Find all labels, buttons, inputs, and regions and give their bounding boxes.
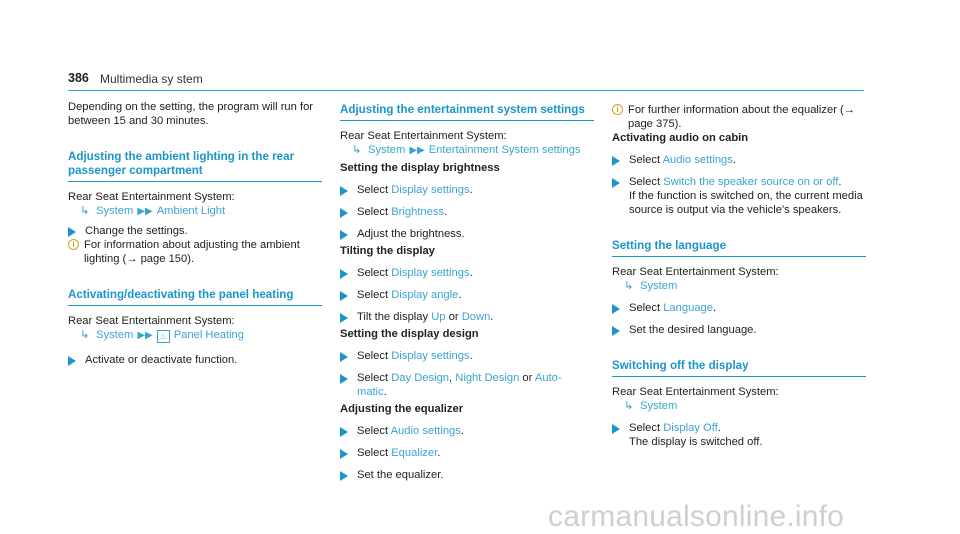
path-intro: Rear Seat Entertainment System: <box>68 191 235 203</box>
info-icon: i <box>68 239 79 250</box>
subheading-display-design: Setting the display design <box>340 328 479 340</box>
step-bullet-icon <box>612 156 620 166</box>
step: Select Display settings. <box>340 266 594 280</box>
step: Select Display settings. <box>340 183 594 197</box>
option-equalizer[interactable]: Equalizer <box>391 447 438 459</box>
option-day-design[interactable]: Day Design <box>391 372 450 384</box>
step-note: The display is switched off. <box>629 436 763 448</box>
page-header <box>68 70 864 91</box>
step-bullet-icon <box>612 178 620 188</box>
step-bullet-icon <box>68 356 76 366</box>
step-bullet-icon <box>612 304 620 314</box>
option-speaker-source[interactable]: Switch the speaker source on or off <box>663 176 839 188</box>
option-display-settings[interactable]: Display settings <box>391 184 470 196</box>
step: Select Equalizer. <box>340 446 594 460</box>
menu-item-system[interactable]: System <box>640 400 678 412</box>
menu-path <box>352 143 594 158</box>
menu-item-system[interactable]: System <box>96 329 134 341</box>
heading-ambient-lighting: Adjusting the ambient lighting in the rear passenger compartment <box>68 150 322 182</box>
option-audio-settings[interactable]: Audio settings <box>390 425 461 437</box>
menu-arrow-icon: ↳ <box>80 329 90 341</box>
step-bullet-icon <box>340 291 348 301</box>
step-bullet-icon <box>340 208 348 218</box>
step: Select Brightness. <box>340 205 594 219</box>
subheading-audio-cabin: Activating audio on cabin <box>612 132 749 144</box>
menu-item-entertainment-settings[interactable]: Entertainment System settings <box>428 144 581 156</box>
double-chevron-icon: ▶▶ <box>137 330 153 341</box>
step: Select Display settings. <box>340 349 594 363</box>
step: Select Display Off. The display is switched off. <box>612 421 866 449</box>
step-bullet-icon <box>340 374 348 384</box>
step-bullet-icon <box>340 269 348 279</box>
step-bullet-icon <box>340 449 348 459</box>
path-intro: Rear Seat Entertainment System: <box>68 315 235 327</box>
step: Set the desired language. <box>612 323 866 337</box>
step-bullet-icon <box>340 313 348 323</box>
subheading-brightness: Setting the display brightness <box>340 162 500 174</box>
option-up[interactable]: Up <box>431 311 446 323</box>
double-chevron-icon: ▶▶ <box>137 206 153 217</box>
menu-item-system[interactable]: System <box>640 280 678 292</box>
step: Activate or deactivate function. <box>68 353 322 367</box>
step-bullet-icon <box>340 230 348 240</box>
subheading-equalizer: Adjusting the equalizer <box>340 403 464 415</box>
menu-item-panel-heating[interactable]: Panel Heating <box>173 329 244 341</box>
menu-item-system[interactable]: System <box>368 144 406 156</box>
info-note: i For information about adjusting the ambient lighting (→ page 150). <box>68 238 322 266</box>
menu-arrow-icon: ↳ <box>624 400 634 412</box>
option-display-off[interactable]: Display Off <box>663 422 718 434</box>
seat-heating-icon: ♨ <box>157 330 170 343</box>
step-note: If the function is switched on, the current media source is output via the vehicle's speakers. <box>629 190 863 216</box>
info-note: i For further information about the equalizer (→ page 375). <box>612 103 866 131</box>
option-brightness[interactable]: Brightness <box>391 206 445 218</box>
option-automatic[interactable]: Auto- matic <box>357 372 562 398</box>
step: Set the equalizer. <box>340 468 594 482</box>
watermark: carmanualsonline.info <box>548 500 845 533</box>
option-language[interactable]: Language <box>663 302 713 314</box>
step: Select Audio settings. <box>340 424 594 438</box>
step: Select Audio settings. <box>612 153 866 167</box>
path-intro: Rear Seat Entertainment System: <box>612 266 779 278</box>
option-night-design[interactable]: Night Design <box>455 372 520 384</box>
heading-display-off: Switching off the display <box>612 359 866 377</box>
step: Select Day Design, Night Design or Auto- matic. <box>340 371 594 399</box>
heading-entertainment-settings: Adjusting the entertainment system settings <box>340 103 594 121</box>
column-1 <box>68 100 322 367</box>
option-display-settings[interactable]: Display settings <box>391 350 470 362</box>
menu-arrow-icon: ↳ <box>624 280 634 292</box>
step: Select Switch the speaker source on or off. If the function is switched on, the current media source is output via the vehicle's speakers. <box>612 175 866 217</box>
step-bullet-icon <box>340 471 348 481</box>
menu-item-system[interactable]: System <box>96 205 134 217</box>
step: Select Language. <box>612 301 866 315</box>
menu-path <box>624 399 866 413</box>
heading-language: Setting the language <box>612 239 866 257</box>
step-bullet-icon <box>68 227 76 237</box>
step: Adjust the brightness. <box>340 227 594 241</box>
menu-arrow-icon: ↳ <box>352 144 362 156</box>
step-bullet-icon <box>340 352 348 362</box>
intro-text: Depending on the setting, the program will run for between 15 and 30 minutes. <box>68 101 314 127</box>
menu-path <box>80 328 322 343</box>
path-intro: Rear Seat Entertainment System: <box>612 386 779 398</box>
option-audio-settings[interactable]: Audio settings <box>662 154 733 166</box>
menu-path <box>80 204 322 219</box>
column-2 <box>340 103 594 482</box>
page-title: Multimedia sy stem <box>100 71 203 86</box>
option-display-settings[interactable]: Display settings <box>391 267 470 279</box>
double-chevron-icon: ▶▶ <box>409 145 425 156</box>
step: Select Display angle. <box>340 288 594 302</box>
option-down[interactable]: Down <box>461 311 491 323</box>
step-bullet-icon <box>612 424 620 434</box>
step: Tilt the display Up or Down. <box>340 310 594 324</box>
column-3 <box>612 103 866 449</box>
path-intro: Rear Seat Entertainment System: <box>340 130 507 142</box>
option-display-angle[interactable]: Display angle <box>391 289 459 301</box>
step-bullet-icon <box>340 427 348 437</box>
info-icon: i <box>612 104 623 115</box>
menu-arrow-icon: ↳ <box>80 205 90 217</box>
page-number: 386 <box>68 71 89 85</box>
step: Change the settings. <box>68 224 322 238</box>
step-bullet-icon <box>340 186 348 196</box>
heading-panel-heating: Activating/deactivating the panel heating <box>68 288 322 306</box>
subheading-tilting: Tilting the display <box>340 245 435 257</box>
menu-item-ambient-light[interactable]: Ambient Light <box>156 205 226 217</box>
step-bullet-icon <box>612 326 620 336</box>
menu-path <box>624 279 866 293</box>
